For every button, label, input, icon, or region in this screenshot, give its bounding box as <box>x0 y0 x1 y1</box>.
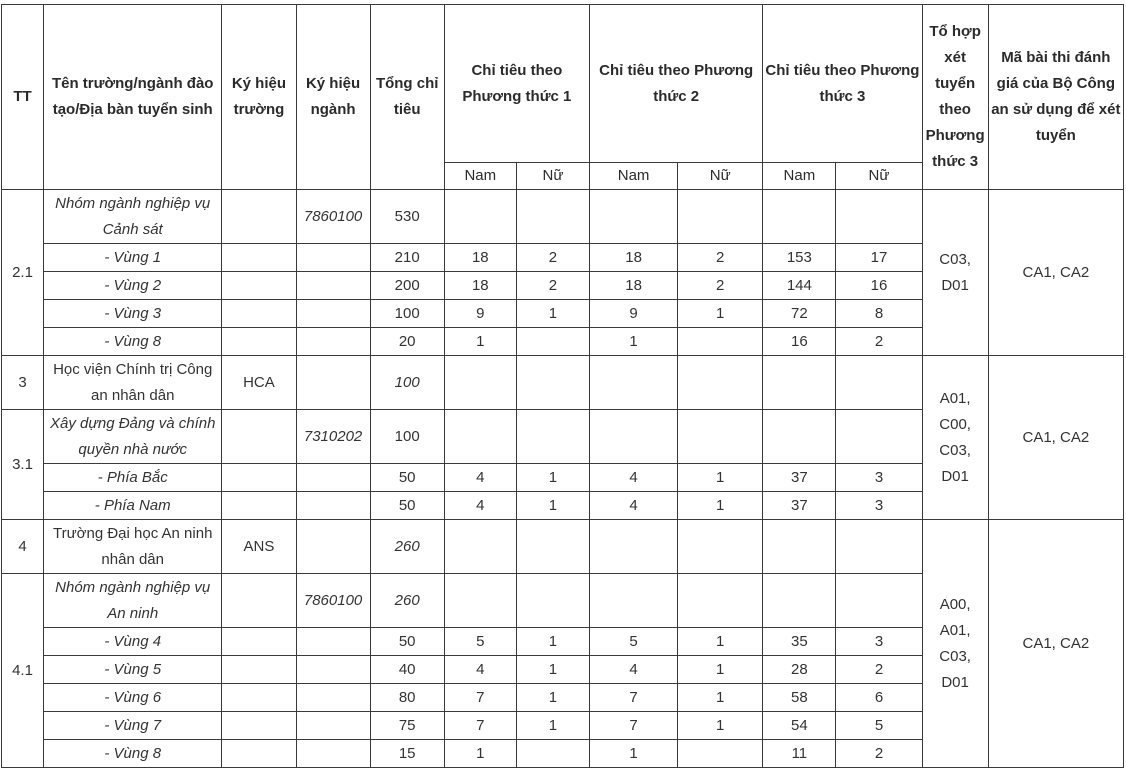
m2-male-cell: 5 <box>590 628 678 656</box>
empty-cell <box>590 190 678 244</box>
header-method-2: Chỉ tiêu theo Phương thức 2 <box>590 5 763 163</box>
group-name: Nhóm ngành nghiệp vụ Cảnh sát <box>44 190 222 244</box>
empty-cell <box>836 190 922 244</box>
header-combo: Tổ hợp xét tuyển theo Phương thức 3 <box>922 5 988 190</box>
m2-female-cell: 2 <box>678 244 763 272</box>
m1-female-cell: 1 <box>516 684 589 712</box>
header-total: Tổng chỉ tiêu <box>370 5 444 190</box>
m1-female-cell: 1 <box>516 628 589 656</box>
school-code-cell <box>222 684 296 712</box>
major-code-cell <box>296 492 370 520</box>
school-code-cell <box>222 464 296 492</box>
m3-female-cell: 17 <box>836 244 922 272</box>
region-name: - Vùng 8 <box>44 328 222 356</box>
m2-female-cell <box>678 740 763 768</box>
m3-male-cell: 35 <box>763 628 836 656</box>
section-3-tt: 3 <box>2 356 44 410</box>
m1-female-cell: 1 <box>516 712 589 740</box>
total-cell: 40 <box>370 656 444 684</box>
exam-cell: CA1, CA2 <box>988 520 1123 768</box>
total-cell: 80 <box>370 684 444 712</box>
empty-cell <box>516 410 589 464</box>
school-code: HCA <box>222 356 296 410</box>
header-m2-female: Nữ <box>678 163 763 190</box>
empty-cell <box>678 520 763 574</box>
m2-male-cell: 1 <box>590 328 678 356</box>
school-code: ANS <box>222 520 296 574</box>
exam-cell: CA1, CA2 <box>988 190 1123 356</box>
m3-male-cell: 16 <box>763 328 836 356</box>
school-code-cell <box>222 740 296 768</box>
group-name: Nhóm ngành nghiệp vụ An ninh <box>44 574 222 628</box>
m1-male-cell: 18 <box>444 244 516 272</box>
total-cell: 50 <box>370 628 444 656</box>
m2-male-cell: 9 <box>590 300 678 328</box>
exam-cell: CA1, CA2 <box>988 356 1123 520</box>
m3-female-cell: 2 <box>836 656 922 684</box>
m3-male-cell: 28 <box>763 656 836 684</box>
empty-cell <box>763 574 836 628</box>
header-name: Tên trường/ngành đào tạo/Địa bàn tuyển sinh <box>44 5 222 190</box>
m1-female-cell: 1 <box>516 300 589 328</box>
header-exam: Mã bài thi đánh giá của Bộ Công an sử dụng để xét tuyển <box>988 5 1123 190</box>
group-name: Xây dựng Đảng và chính quyền nhà nước <box>44 410 222 464</box>
m1-male-cell: 4 <box>444 656 516 684</box>
section-3-1-tt: 3.1 <box>2 410 44 520</box>
m3-female-cell: 5 <box>836 712 922 740</box>
total-cell: 100 <box>370 410 444 464</box>
m1-male-cell: 7 <box>444 712 516 740</box>
total-cell: 50 <box>370 464 444 492</box>
total-cell: 210 <box>370 244 444 272</box>
m3-female-cell: 2 <box>836 328 922 356</box>
empty-cell <box>516 520 589 574</box>
m1-male-cell: 7 <box>444 684 516 712</box>
m1-female-cell <box>516 328 589 356</box>
school-code-cell <box>222 574 296 628</box>
m1-male-cell: 1 <box>444 328 516 356</box>
m3-female-cell: 2 <box>836 740 922 768</box>
major-code-cell <box>296 244 370 272</box>
m1-female-cell: 1 <box>516 656 589 684</box>
major-code-cell <box>296 464 370 492</box>
m1-female-cell: 1 <box>516 492 589 520</box>
header-school-code: Ký hiệu trường <box>222 5 296 190</box>
region-name: - Vùng 1 <box>44 244 222 272</box>
school-code-cell <box>222 328 296 356</box>
region-name: - Vùng 7 <box>44 712 222 740</box>
m1-female-cell: 2 <box>516 272 589 300</box>
m1-male-cell: 1 <box>444 740 516 768</box>
empty-cell <box>590 410 678 464</box>
school-name: Học viện Chính trị Công an nhân dân <box>44 356 222 410</box>
school-name: Trường Đại học An ninh nhân dân <box>44 520 222 574</box>
m1-female-cell <box>516 740 589 768</box>
total-cell: 20 <box>370 328 444 356</box>
empty-cell <box>444 574 516 628</box>
m3-female-cell: 6 <box>836 684 922 712</box>
header-method-1: Chỉ tiêu theo Phương thức 1 <box>444 5 589 163</box>
school-code-cell <box>222 656 296 684</box>
school-code-cell <box>222 300 296 328</box>
m2-male-cell: 4 <box>590 656 678 684</box>
m2-female-cell: 1 <box>678 656 763 684</box>
region-name: - Vùng 5 <box>44 656 222 684</box>
m3-female-cell: 3 <box>836 628 922 656</box>
empty-cell <box>590 520 678 574</box>
m3-male-cell: 153 <box>763 244 836 272</box>
empty-cell <box>763 520 836 574</box>
m2-male-cell: 7 <box>590 712 678 740</box>
combo-cell: A01, C00, C03, D01 <box>922 356 988 520</box>
m2-male-cell: 18 <box>590 272 678 300</box>
m3-male-cell: 37 <box>763 464 836 492</box>
header-method-3: Chỉ tiêu theo Phương thức 3 <box>763 5 922 163</box>
empty-cell <box>516 574 589 628</box>
empty-cell <box>678 574 763 628</box>
m2-female-cell <box>678 328 763 356</box>
m2-female-cell: 1 <box>678 684 763 712</box>
total-cell: 100 <box>370 300 444 328</box>
region-name: - Vùng 3 <box>44 300 222 328</box>
header-m3-male: Nam <box>763 163 836 190</box>
empty-cell <box>444 520 516 574</box>
major-code-cell <box>296 712 370 740</box>
combo-cell: A00, A01, C03, D01 <box>922 520 988 768</box>
empty-cell <box>836 356 922 410</box>
m2-female-cell: 1 <box>678 712 763 740</box>
m3-male-cell: 54 <box>763 712 836 740</box>
m3-female-cell: 3 <box>836 492 922 520</box>
region-name: - Vùng 6 <box>44 684 222 712</box>
header-m1-female: Nữ <box>516 163 589 190</box>
empty-cell <box>763 190 836 244</box>
total-cell: 200 <box>370 272 444 300</box>
empty-cell <box>678 190 763 244</box>
section-4-1-tt: 4.1 <box>2 574 44 768</box>
admission-quota-table <box>1 4 1124 768</box>
empty-cell <box>763 356 836 410</box>
header-m1-male: Nam <box>444 163 516 190</box>
school-code-cell <box>222 628 296 656</box>
m2-female-cell: 1 <box>678 628 763 656</box>
m3-female-cell: 8 <box>836 300 922 328</box>
major-code-cell <box>296 300 370 328</box>
region-name: - Phía Bắc <box>44 464 222 492</box>
total-cell: 75 <box>370 712 444 740</box>
m1-male-cell: 9 <box>444 300 516 328</box>
m3-male-cell: 144 <box>763 272 836 300</box>
total-cell: 100 <box>370 356 444 410</box>
m2-male-cell: 1 <box>590 740 678 768</box>
m1-female-cell: 2 <box>516 244 589 272</box>
m2-male-cell: 7 <box>590 684 678 712</box>
empty-cell <box>836 410 922 464</box>
m1-female-cell: 1 <box>516 464 589 492</box>
m2-female-cell: 1 <box>678 492 763 520</box>
major-code-cell <box>296 272 370 300</box>
school-code-cell <box>222 712 296 740</box>
header-major-code: Ký hiệu ngành <box>296 5 370 190</box>
major-code-cell <box>296 328 370 356</box>
major-code: 7310202 <box>296 410 370 464</box>
empty-cell <box>678 356 763 410</box>
m3-female-cell: 16 <box>836 272 922 300</box>
total-cell: 260 <box>370 574 444 628</box>
school-code-cell <box>222 190 296 244</box>
total-cell: 15 <box>370 740 444 768</box>
empty-cell <box>836 520 922 574</box>
m2-female-cell: 1 <box>678 300 763 328</box>
major-code-cell <box>296 656 370 684</box>
m1-male-cell: 18 <box>444 272 516 300</box>
empty-cell <box>516 356 589 410</box>
header-m3-female: Nữ <box>836 163 922 190</box>
total-cell: 260 <box>370 520 444 574</box>
empty-cell <box>678 410 763 464</box>
empty-cell <box>590 574 678 628</box>
school-code-cell <box>222 244 296 272</box>
m1-male-cell: 5 <box>444 628 516 656</box>
major-code-cell <box>296 684 370 712</box>
m3-male-cell: 37 <box>763 492 836 520</box>
empty-cell <box>444 190 516 244</box>
empty-cell <box>444 410 516 464</box>
school-code-cell <box>222 410 296 464</box>
region-name: - Vùng 4 <box>44 628 222 656</box>
total-cell: 50 <box>370 492 444 520</box>
section-4-tt: 4 <box>2 520 44 574</box>
m3-female-cell: 3 <box>836 464 922 492</box>
major-code-cell <box>296 356 370 410</box>
major-code-cell <box>296 740 370 768</box>
m3-male-cell: 58 <box>763 684 836 712</box>
major-code-cell <box>296 520 370 574</box>
m2-male-cell: 18 <box>590 244 678 272</box>
region-name: - Vùng 8 <box>44 740 222 768</box>
region-name: - Phía Nam <box>44 492 222 520</box>
empty-cell <box>516 190 589 244</box>
m2-female-cell: 2 <box>678 272 763 300</box>
empty-cell <box>444 356 516 410</box>
total-cell: 530 <box>370 190 444 244</box>
m3-male-cell: 11 <box>763 740 836 768</box>
m2-male-cell: 4 <box>590 464 678 492</box>
region-name: - Vùng 2 <box>44 272 222 300</box>
m3-male-cell: 72 <box>763 300 836 328</box>
header-tt: TT <box>2 5 44 190</box>
empty-cell <box>590 356 678 410</box>
school-code-cell <box>222 492 296 520</box>
empty-cell <box>836 574 922 628</box>
m2-male-cell: 4 <box>590 492 678 520</box>
major-code: 7860100 <box>296 574 370 628</box>
m1-male-cell: 4 <box>444 464 516 492</box>
empty-cell <box>763 410 836 464</box>
major-code: 7860100 <box>296 190 370 244</box>
m1-male-cell: 4 <box>444 492 516 520</box>
section-2-1-tt: 2.1 <box>2 190 44 356</box>
combo-cell: C03, D01 <box>922 190 988 356</box>
m2-female-cell: 1 <box>678 464 763 492</box>
major-code-cell <box>296 628 370 656</box>
school-code-cell <box>222 272 296 300</box>
header-m2-male: Nam <box>590 163 678 190</box>
